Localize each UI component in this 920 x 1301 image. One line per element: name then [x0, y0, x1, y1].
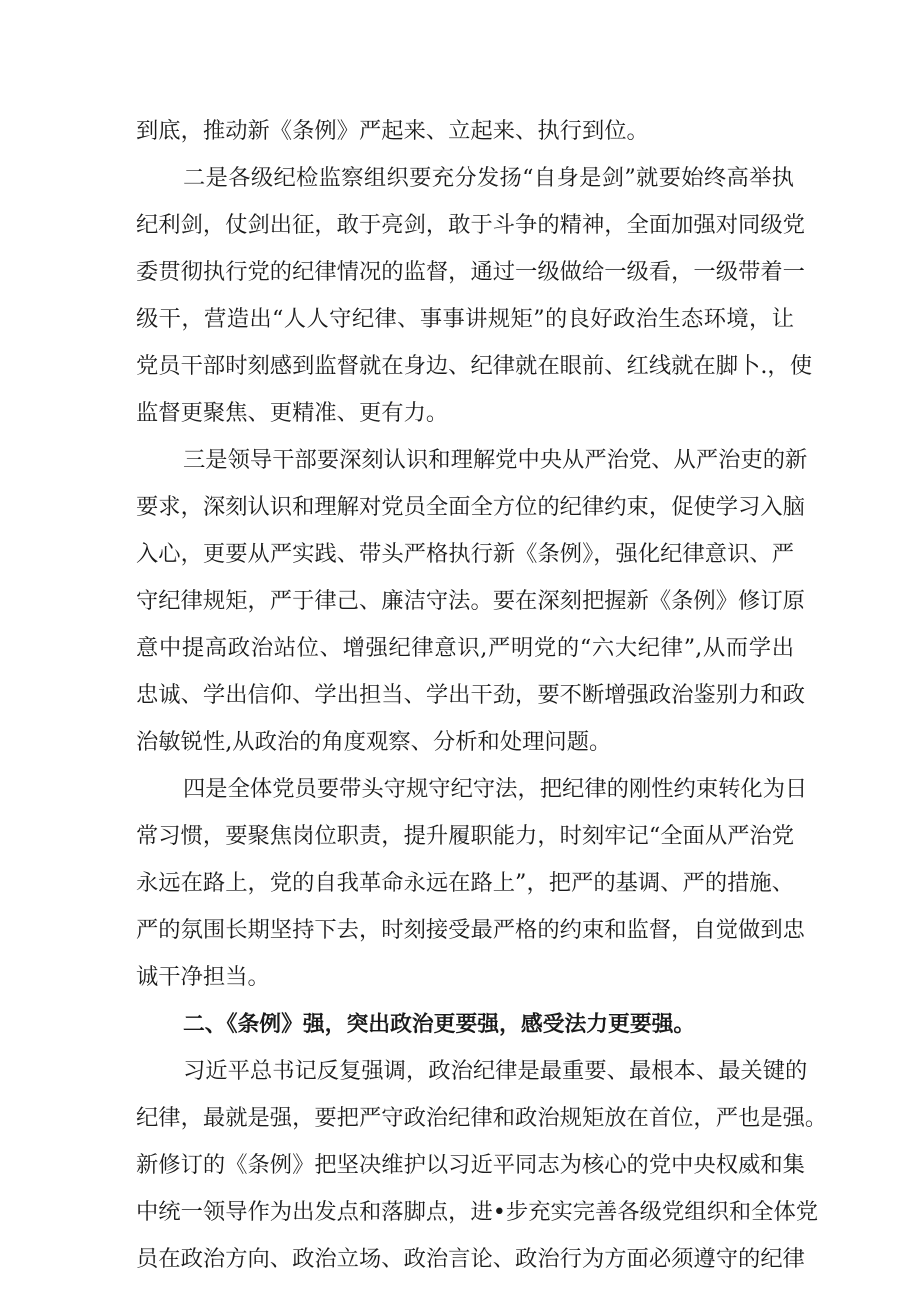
text-line: 入心，更要从严实践、带头严格执行新《条例》，强化纪律意识、严 [136, 541, 794, 567]
text-line: 三是领导干部要深刻认识和理解党中央从严治党、从严治吏的新 [183, 447, 808, 473]
text-line: 治敏锐性,从政治的角度观察、分析和处理问题。 [136, 729, 612, 755]
text-line: 永远在路上，党的自我革命永远在路上”，把严的基调、严的措施、 [136, 870, 795, 896]
text-line: 党员干部时刻感到监督就在身边、纪律就在眼前、红线就在脚卜.，使 [136, 353, 812, 379]
text-line: 监督更聚焦、更精准、更有力。 [136, 400, 449, 426]
text-line: 纪利剑，仗剑出征，敢于亮剑，敢于斗争的精神，全面加强对同级党 [136, 212, 805, 238]
text-line: 四是全体党员要带头守规守纪守法，把纪律的刚性约束转化为日 [183, 776, 808, 802]
paragraph-continuation [136, 108, 794, 155]
text-line: 意中提高政治站位、增强纪律意识,严明党的“六大纪律”,从而学出 [136, 635, 794, 661]
text-line: 忠诚、学出信仰、学出担当、学出干劲，要不断增强政治鉴别力和政 [136, 682, 805, 708]
text-line: 常习惯，要聚焦岗位职责，提升履职能力，时刻牢记“全面从严治党 [136, 823, 795, 849]
text-line: 诚干净担当。 [136, 964, 270, 990]
text-line: 委贯彻执行党的纪律情况的监督，通过一级做给一级看，一级带着一 [136, 259, 805, 285]
document-page [136, 108, 828, 1283]
text-line: 二是各级纪检监察组织要充分发扬“自身是剑”就要始终高举执 [183, 165, 794, 191]
text-line: 纪律，最就是强，要把严守政治纪律和政治规矩放在首位，严也是强。 [136, 1105, 828, 1131]
text-line: 习近平总书记反复强调，政治纪律是最重要、最根本、最关键的 [183, 1058, 808, 1084]
paragraph-point-three [136, 437, 808, 766]
paragraph-political-discipline [136, 1048, 828, 1283]
text-line: 员在政治方向、政治立场、政治言论、政治行为方面必须遵守的纪律 [136, 1246, 805, 1272]
text-line: 新修订的《条例》把坚决维护以习近平同志为核心的党中央权威和集 [136, 1152, 805, 1178]
section-heading [136, 1001, 794, 1048]
text-line: 守纪律规矩，严于律己、廉洁守法。要在深刻把握新《条例》修订原 [136, 588, 805, 614]
text-line: 要求，深刻认识和理解对党员全面全方位的纪律约束，促使学习入脑 [136, 494, 805, 520]
text-line: 级干，营造出“人人守纪律、事事讲规矩”的良好政治生态环境，让 [136, 306, 794, 332]
heading-line: 二、《条例》强，突出政治更要强，感受法力更要强。 [183, 1012, 696, 1037]
text-line: 中统一领导作为出发点和落脚点，进•步充实完善各级党组织和全体党 [136, 1199, 819, 1225]
paragraph-point-two [136, 155, 812, 437]
text-line: 到底，推动新《条例》严起来、立起来、执行到位。 [136, 118, 649, 144]
text-line: 严的氛围长期坚持下去，时刻接受最严格的约束和监督，自觉做到忠 [136, 917, 805, 943]
paragraph-point-four [136, 766, 808, 1001]
